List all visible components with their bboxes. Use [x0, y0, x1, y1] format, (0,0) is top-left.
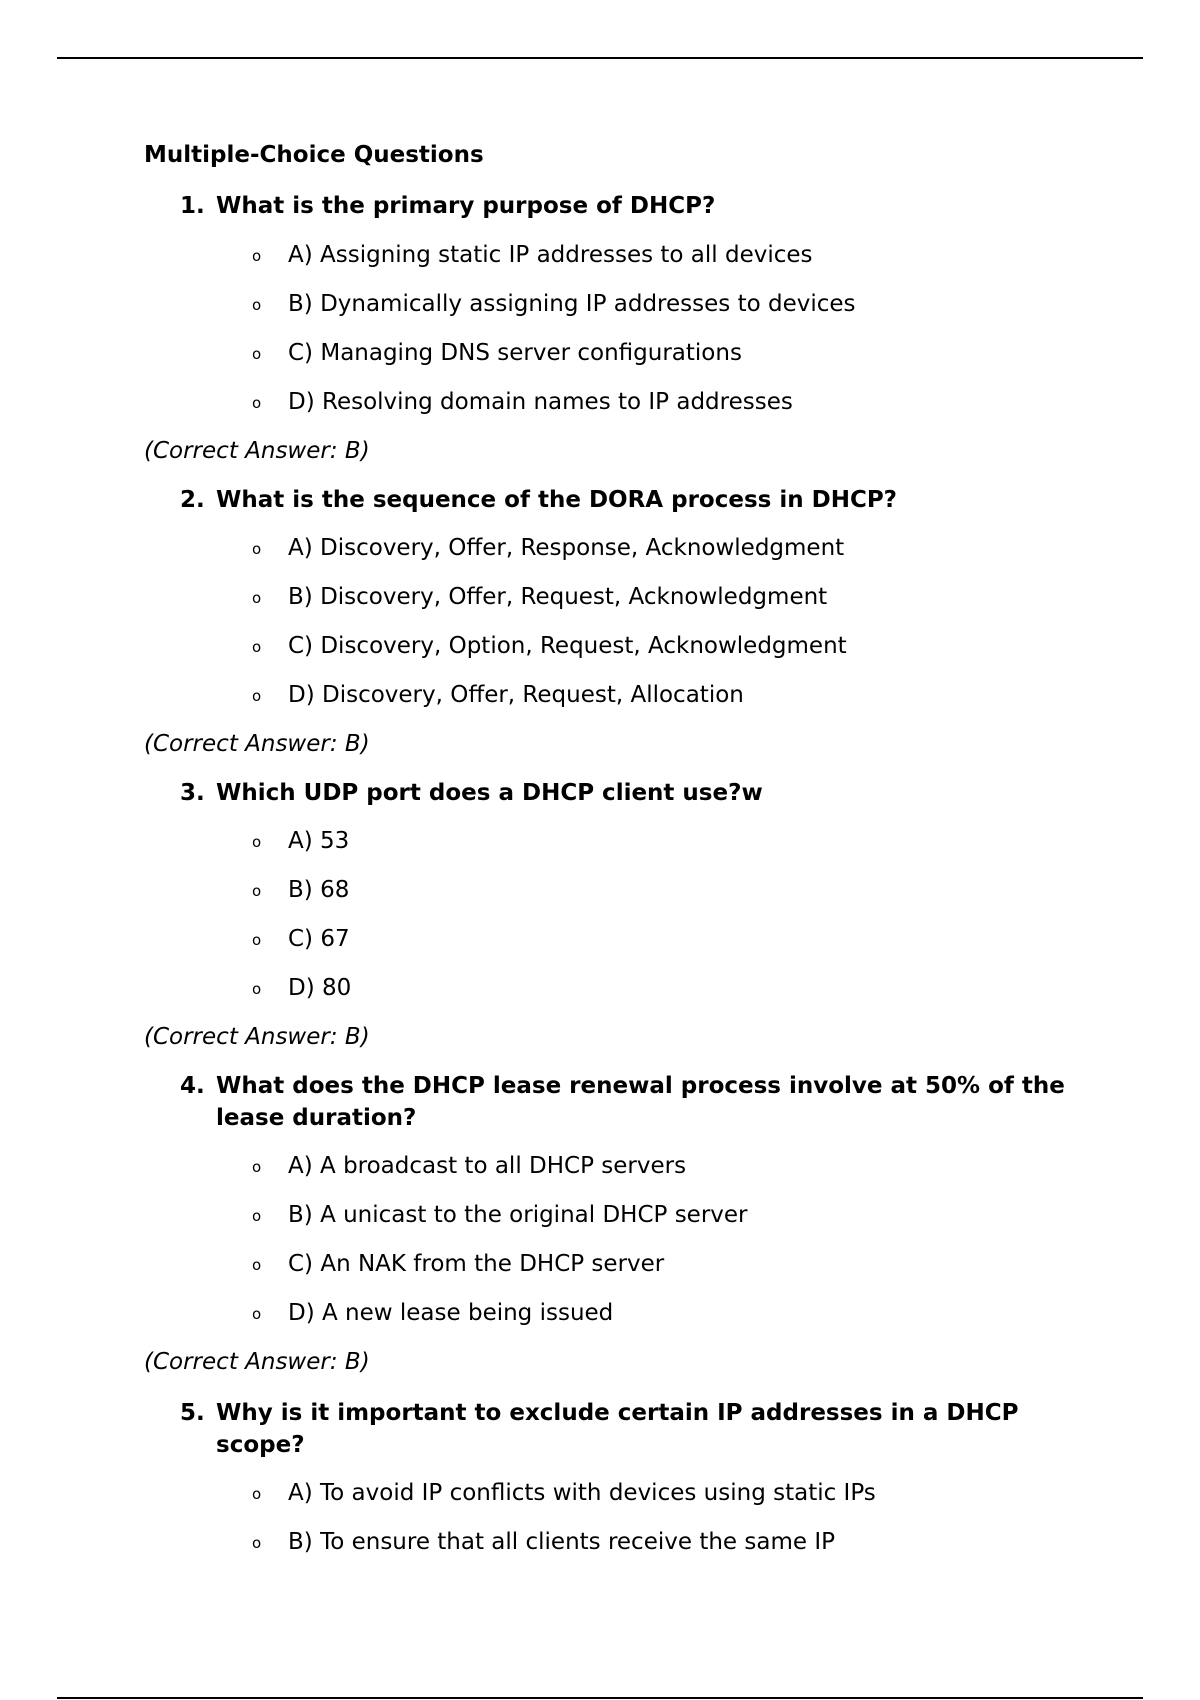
footer-rule: [57, 1697, 1143, 1699]
bullet-icon: o: [252, 1256, 262, 1274]
question-number: 4.: [180, 1073, 205, 1099]
option-5b: [252, 1527, 835, 1557]
bullet-icon: o: [252, 1207, 262, 1225]
option-2b: [252, 582, 827, 612]
option-text: C) An NAK from the DHCP server: [288, 1251, 665, 1277]
question-4: [180, 1070, 1080, 1134]
question-2: [180, 484, 1080, 516]
bullet-icon: o: [252, 247, 262, 265]
bullet-icon: o: [252, 345, 262, 363]
bullet-icon: o: [252, 296, 262, 314]
option-text: A) To avoid IP conflicts with devices using static IPs: [288, 1480, 876, 1506]
option-1b: [252, 289, 856, 319]
option-text: B) To ensure that all clients receive the same IP: [288, 1529, 835, 1555]
option-text: B) Dynamically assigning IP addresses to devices: [288, 291, 856, 317]
correct-answer-3: (Correct Answer: B): [144, 1024, 370, 1050]
option-5a: [252, 1478, 876, 1508]
correct-answer-2: (Correct Answer: B): [144, 731, 370, 757]
option-text: C) Discovery, Option, Request, Acknowledgment: [288, 633, 847, 659]
option-3a: [252, 826, 349, 856]
option-2c: [252, 631, 847, 661]
bullet-icon: o: [252, 833, 262, 851]
option-4d: [252, 1298, 613, 1328]
option-4a: [252, 1151, 686, 1181]
section-heading: Multiple-Choice Questions: [144, 142, 484, 168]
question-text: What does the DHCP lease renewal process involve at 50% of the lease duration?: [216, 1073, 1065, 1131]
bullet-icon: o: [252, 980, 262, 998]
bullet-icon: o: [252, 1305, 262, 1323]
bullet-icon: o: [252, 687, 262, 705]
option-2a: [252, 533, 844, 563]
question-number: 5.: [180, 1400, 205, 1426]
option-2d: [252, 680, 744, 710]
option-text: B) Discovery, Offer, Request, Acknowledgment: [288, 584, 828, 610]
bullet-icon: o: [252, 638, 262, 656]
bullet-icon: o: [252, 1485, 262, 1503]
option-text: A) 53: [288, 828, 350, 854]
correct-answer-1: (Correct Answer: B): [144, 438, 370, 464]
option-text: C) 67: [288, 926, 350, 952]
header-rule: [57, 57, 1143, 59]
option-text: B) 68: [288, 877, 350, 903]
question-5: [180, 1397, 1080, 1461]
option-text: A) Assigning static IP addresses to all devices: [288, 242, 813, 268]
question-text: Why is it important to exclude certain IP addresses in a DHCP scope?: [216, 1400, 1019, 1458]
question-number: 2.: [180, 487, 205, 513]
option-1a: [252, 240, 813, 270]
option-text: A) A broadcast to all DHCP servers: [288, 1153, 687, 1179]
option-3b: [252, 875, 349, 905]
option-text: D) Discovery, Offer, Request, Allocation: [288, 682, 744, 708]
bullet-icon: o: [252, 882, 262, 900]
question-text: What is the sequence of the DORA process in DHCP?: [216, 487, 898, 513]
option-3c: [252, 924, 350, 954]
bullet-icon: o: [252, 394, 262, 412]
option-text: D) A new lease being issued: [288, 1300, 614, 1326]
question-text: What is the primary purpose of DHCP?: [216, 193, 716, 219]
option-4b: [252, 1200, 748, 1230]
bullet-icon: o: [252, 931, 262, 949]
bullet-icon: o: [252, 540, 262, 558]
option-text: B) A unicast to the original DHCP server: [288, 1202, 748, 1228]
question-3: [180, 777, 1080, 809]
question-number: 3.: [180, 780, 205, 806]
option-3d: [252, 973, 351, 1003]
option-text: D) 80: [288, 975, 352, 1001]
correct-answer-4: (Correct Answer: B): [144, 1349, 370, 1375]
question-number: 1.: [180, 193, 205, 219]
bullet-icon: o: [252, 1534, 262, 1552]
question-text: Which UDP port does a DHCP client use?w: [216, 780, 763, 806]
option-text: A) Discovery, Offer, Response, Acknowledgment: [288, 535, 845, 561]
option-4c: [252, 1249, 664, 1279]
option-text: C) Managing DNS server configurations: [288, 340, 742, 366]
option-text: D) Resolving domain names to IP addresses: [288, 389, 793, 415]
question-1: [180, 190, 1080, 222]
bullet-icon: o: [252, 1158, 262, 1176]
option-1c: [252, 338, 742, 368]
bullet-icon: o: [252, 589, 262, 607]
option-1d: [252, 387, 793, 417]
